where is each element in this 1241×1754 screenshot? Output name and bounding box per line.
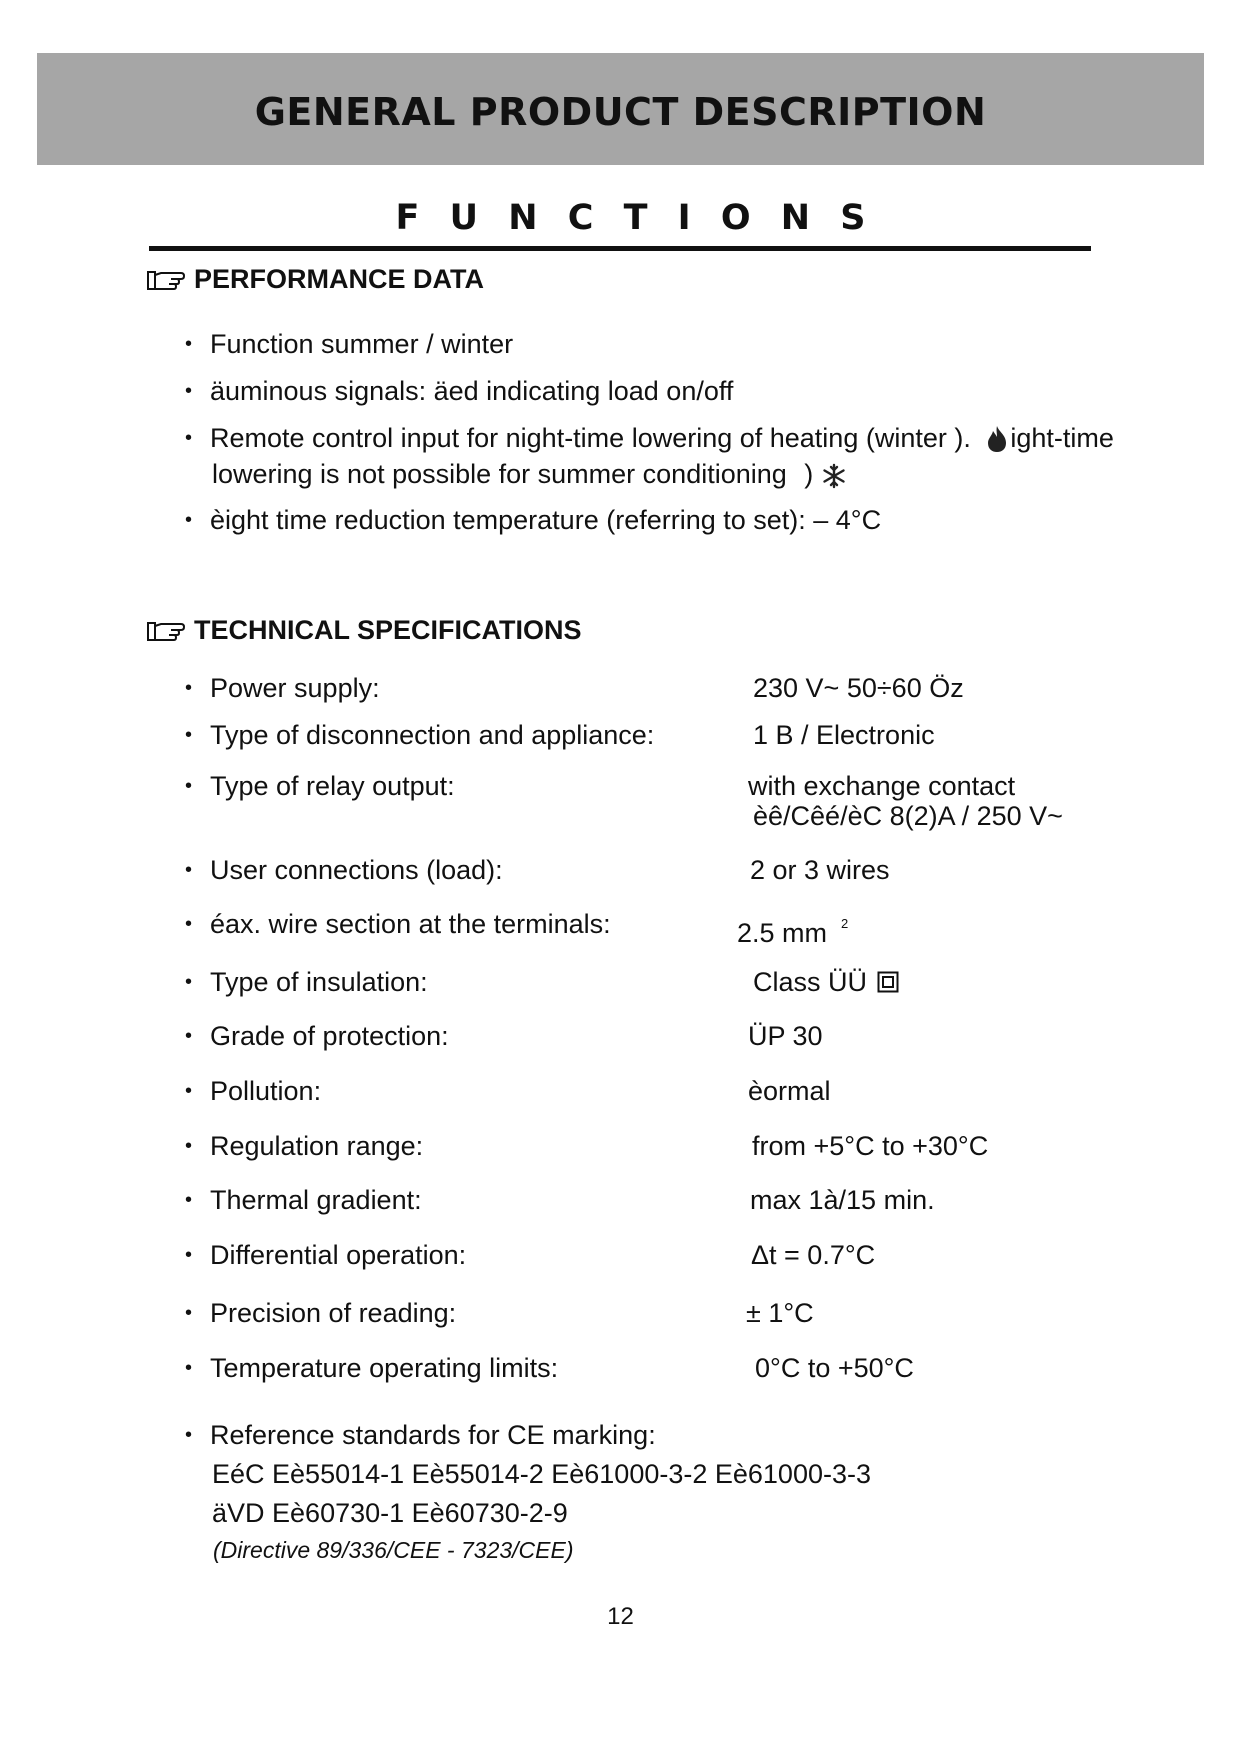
spec-value: ÜP 30 bbox=[748, 1021, 823, 1051]
spec-label: Thermal gradient: bbox=[210, 1185, 422, 1215]
page-number: 12 bbox=[607, 1603, 634, 1630]
spec-value: 230 V~ 50÷60 Öz bbox=[753, 673, 964, 703]
list-item-continuation bbox=[212, 456, 847, 492]
spec-value: 2 or 3 wires bbox=[750, 855, 890, 885]
standards-line: EéC Eè55014-1 Eè55014-2 Eè61000-3-2 Eè61000-3-3 bbox=[212, 1459, 871, 1489]
technical-heading-label: TECHNICAL SPECIFICATIONS bbox=[194, 614, 582, 645]
bullet: • bbox=[185, 1080, 193, 1102]
bullet: • bbox=[185, 333, 193, 355]
standards-label: Reference standards for CE marking: bbox=[210, 1420, 656, 1450]
spec-label: User connections (load): bbox=[210, 855, 503, 885]
bullet: • bbox=[185, 1244, 193, 1266]
list-item-text: lowering is not possible for summer conditioning bbox=[212, 459, 787, 489]
bullet: • bbox=[185, 427, 193, 449]
directive-note: (Directive 89/336/CEE - 7323/CEE) bbox=[213, 1537, 574, 1563]
spec-label: Differential operation: bbox=[210, 1240, 467, 1270]
bullet: • bbox=[185, 1357, 193, 1379]
flame-icon bbox=[984, 425, 1010, 453]
bullet: • bbox=[185, 913, 193, 935]
bullet: • bbox=[185, 1135, 193, 1157]
spec-label: Type of relay output: bbox=[210, 771, 455, 801]
spec-value: with exchange contact bbox=[748, 771, 1016, 801]
spec-label: Grade of protection: bbox=[210, 1021, 449, 1051]
bullet: • bbox=[185, 859, 193, 881]
bullet: • bbox=[185, 1302, 193, 1324]
pointing-hand-icon bbox=[147, 267, 185, 291]
spec-value bbox=[737, 906, 848, 951]
spec-label: Power supply: bbox=[210, 673, 380, 703]
bullet: • bbox=[185, 1025, 193, 1047]
snowflake-icon bbox=[821, 463, 847, 489]
bullet: • bbox=[185, 380, 193, 402]
bullet: • bbox=[185, 1189, 193, 1211]
spec-label: éax. wire section at the terminals: bbox=[210, 909, 611, 939]
spec-label: Type of insulation: bbox=[210, 967, 428, 997]
bullet: • bbox=[185, 677, 193, 699]
performance-heading bbox=[147, 262, 484, 296]
page-title: GENERAL PRODUCT DESCRIPTION bbox=[254, 90, 987, 134]
spec-value bbox=[753, 964, 899, 1000]
bullet: • bbox=[185, 1424, 193, 1446]
list-item-text: ) bbox=[804, 459, 814, 489]
spec-value: ± 1°C bbox=[746, 1298, 814, 1328]
spec-value: Δt = 0.7°C bbox=[751, 1240, 876, 1270]
superscript: 2 bbox=[841, 916, 849, 931]
technical-heading bbox=[147, 613, 582, 647]
bullet: • bbox=[185, 775, 193, 797]
list-item: äuminous signals: äed indicating load on/off bbox=[210, 376, 734, 406]
spec-value: èormal bbox=[748, 1076, 831, 1106]
section-divider bbox=[149, 246, 1091, 251]
spec-value-secondary: èê/Cêé/èC 8(2)A / 250 V~ bbox=[753, 801, 1063, 831]
spec-value: 0°C to +50°C bbox=[755, 1353, 914, 1383]
spec-label: Temperature operating limits: bbox=[210, 1353, 559, 1383]
list-item: Function summer / winter bbox=[210, 329, 514, 359]
spec-label: Type of disconnection and appliance: bbox=[210, 720, 655, 750]
list-item-text: Remote control input for night-time lowering of heating (winter ). bbox=[210, 423, 971, 453]
list-item-text: ight-time bbox=[1010, 423, 1114, 453]
bullet: • bbox=[185, 971, 193, 993]
spec-label: Regulation range: bbox=[210, 1131, 424, 1161]
section-title: F U N C T I O N S bbox=[395, 198, 875, 238]
spec-value: from +5°C to +30°C bbox=[752, 1131, 989, 1161]
list-item bbox=[210, 420, 1114, 456]
bullet: • bbox=[185, 509, 193, 531]
list-item: èight time reduction temperature (referring to set): – 4°C bbox=[210, 505, 882, 535]
spec-value: max 1à/15 min. bbox=[750, 1185, 935, 1215]
spec-label: Pollution: bbox=[210, 1076, 322, 1106]
spec-value-text: Class ÜÜ bbox=[753, 967, 868, 997]
spec-label: Precision of reading: bbox=[210, 1298, 457, 1328]
double-insulation-icon bbox=[877, 971, 899, 993]
bullet: • bbox=[185, 724, 193, 746]
standards-line: äVD Eè60730-1 Eè60730-2-9 bbox=[212, 1498, 568, 1528]
pointing-hand-icon bbox=[147, 618, 185, 642]
performance-heading-label: PERFORMANCE DATA bbox=[194, 263, 484, 294]
spec-value: 1 B / Electronic bbox=[753, 720, 935, 750]
spec-value-text: 2.5 mm bbox=[737, 918, 828, 948]
